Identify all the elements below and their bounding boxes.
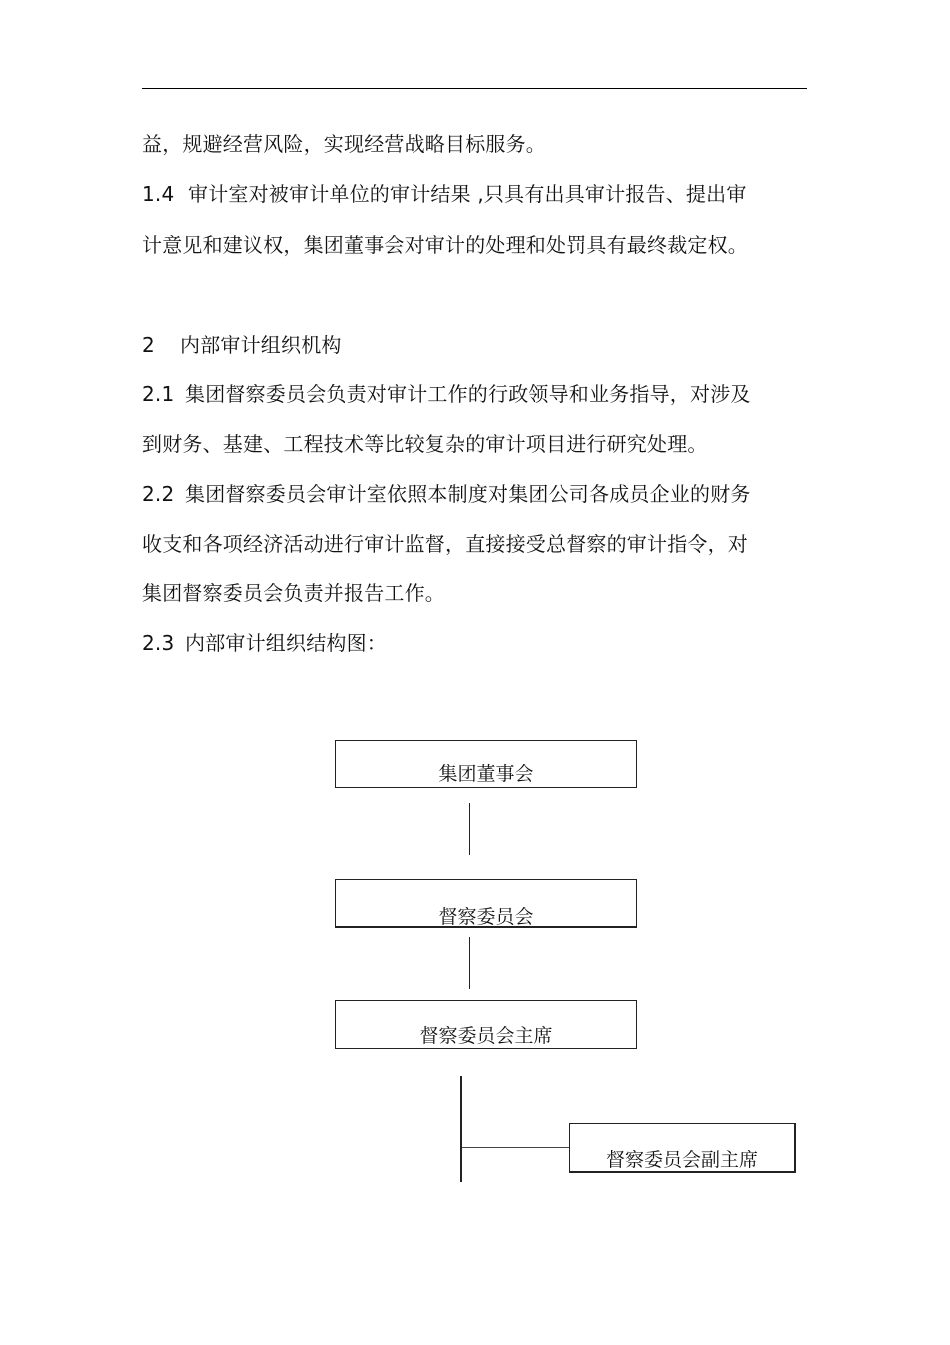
- paragraph-text: 集团督察委员会审计室依照本制度对集团公司各成员企业的财务: [185, 482, 751, 506]
- paragraph-2-3: [142, 631, 387, 655]
- org-box-vice-chairman: [569, 1123, 796, 1173]
- org-box-committee: [335, 879, 637, 928]
- paragraph-line: [142, 233, 748, 257]
- org-box-board: [335, 740, 637, 788]
- paragraph-text: 到财务、基建、工程技术等比较复杂的审计项目进行研究处理。: [142, 432, 708, 456]
- paragraph-text: 计意见和建议权，集团董事会对审计的处理和处罚具有最终裁定权。: [142, 233, 748, 257]
- header-rule: [142, 88, 807, 89]
- org-box-label: 集团董事会: [438, 763, 534, 785]
- org-box-label: 督察委员会副主席: [605, 1149, 758, 1171]
- paragraph-text: 收支和各项经济活动进行审计监督，直接接受总督察的审计指令，对: [142, 532, 748, 556]
- paragraph-line: [142, 432, 708, 456]
- paragraph-text: 益，规避经营风险，实现经营战略目标服务。: [142, 132, 546, 156]
- section-number: 2.1: [142, 382, 175, 406]
- paragraph-line: [142, 581, 445, 605]
- org-box-chairman: [335, 1000, 637, 1049]
- section-number: 1.4: [142, 182, 175, 206]
- paragraph-line: [142, 532, 748, 556]
- paragraph-text: 集团督察委员会负责对审计工作的行政领导和业务指导，对涉及: [185, 382, 751, 406]
- paragraph-text: 内部审计组织结构图：: [185, 631, 387, 655]
- section-number: 2: [142, 333, 155, 357]
- section-number: 2.2: [142, 482, 175, 506]
- org-box-label: 督察委员会: [438, 906, 534, 928]
- paragraph-1-4: [142, 182, 747, 206]
- paragraph-line: [142, 132, 546, 156]
- paragraph-text: 审计室对被审计单位的审计结果 ,只具有出具审计报告、提出审: [188, 182, 747, 206]
- section-number: 2.3: [142, 631, 175, 655]
- paragraph-2-2: [142, 482, 751, 506]
- paragraph-text: 集团督察委员会负责并报告工作。: [142, 581, 445, 605]
- org-box-label: 督察委员会主席: [419, 1025, 553, 1047]
- connector-line: [469, 937, 470, 989]
- section-heading: [142, 333, 342, 357]
- connector-branch-line: [462, 1147, 570, 1148]
- section-title: 内部审计组织机构: [180, 333, 342, 357]
- connector-trunk-line: [460, 1076, 462, 1182]
- connector-line: [469, 803, 470, 855]
- paragraph-2-1: [142, 382, 751, 406]
